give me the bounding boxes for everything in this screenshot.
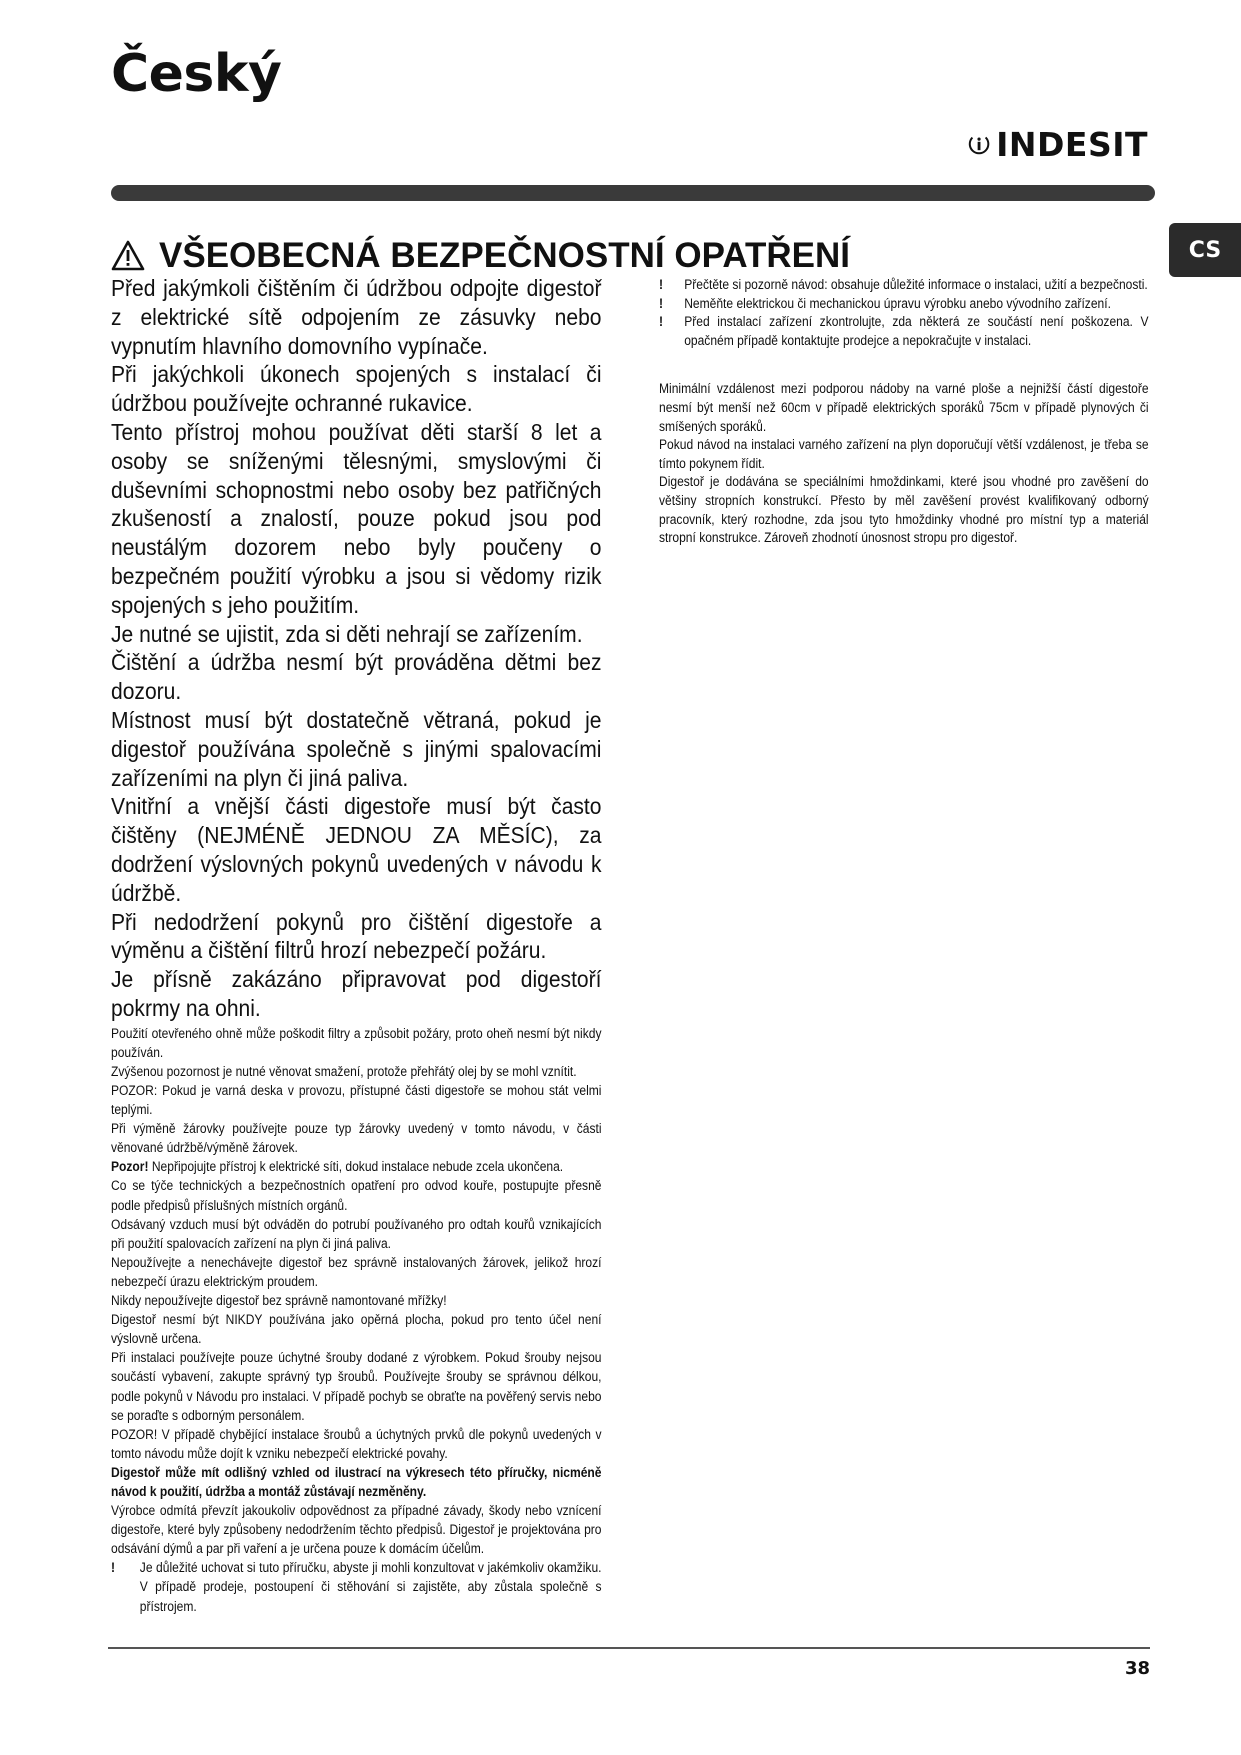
bullet-text: Přečtěte si pozorně návod: obsahuje důležité informace o instalaci, užití a bezpečnosti. xyxy=(684,277,1148,292)
large-text-block xyxy=(111,274,602,1023)
section-heading-text: VŠEOBECNÁ BEZPEČNOSTNÍ OPATŘENÍ xyxy=(159,236,850,275)
exclamation-marker: ! xyxy=(659,295,664,311)
language-tab: CS xyxy=(1169,223,1241,277)
paragraph: Výrobce odmítá převzít jakoukoliv odpovědnost za případné závady, škody nebo vznícení digestoře, které byly způsobeny nedodržením těchto předpisů. Digestoř je projektována pro odsávání dýmů a par při vaření a je určena pouze k domácím účelům. xyxy=(111,1503,602,1557)
paragraph: Místnost musí být dostatečně větraná, pokud je digestoř používána společně s jinými spalovacími zařízeními na plyn či jiná paliva. xyxy=(111,706,602,791)
paragraph: Minimální vzdálenost mezi podporou nádoby na varné ploše a nejnižší částí digestoře nesmí být menší než 60cm v případě elektrických sporáků 75cm v případě plynových či smíšených sporáků. xyxy=(659,381,1149,434)
right-column xyxy=(659,276,1149,548)
section-heading xyxy=(111,238,850,273)
warning-triangle-icon xyxy=(111,240,145,272)
paragraph: Zvýšenou pozornost je nutné věnovat smažení, protože přehřátý olej by se mohl vznítit. xyxy=(111,1063,577,1079)
paragraph: Čištění a údržba nesmí být prováděna dětmi bez dozoru. xyxy=(111,649,602,705)
brand-logo xyxy=(968,118,1148,170)
bullet-text: Neměňte elektrickou či mechanickou úpravu výrobku anebo vývodního zařízení. xyxy=(684,295,1111,311)
spacer xyxy=(659,350,1149,380)
bullet-item xyxy=(659,276,1149,295)
header-divider-bar xyxy=(111,185,1155,201)
exclamation-marker: ! xyxy=(111,1560,116,1576)
paragraph: Při výměně žárovky používejte pouze typ žárovky uvedený v tomto návodu, v části věnované údržbě/výměně žárovek. xyxy=(111,1121,602,1156)
exclamation-marker: ! xyxy=(659,277,664,292)
paragraph: Digestoř nesmí být NIKDY používána jako opěrná plocha, pokud pro tento účel není výslovně určena. xyxy=(111,1312,602,1347)
bullet-item xyxy=(659,313,1149,350)
paragraph: Nepoužívejte a nenechávejte digestoř bez správně instalovaných žárovek, jelikož hrozí nebezpečí úrazu elektrickým proudem. xyxy=(111,1254,602,1289)
paragraph: Při instalaci používejte pouze úchytné šrouby dodané z výrobkem. Pokud šrouby nejsou součástí vybavení, zakupte správný typ šroubů. Používejte šrouby se správnou délkou, podle pokynů v Návodu pro instalaci. V případě pochyb se obraťte na pověřený servis nebo se poraďte s odborným personálem. xyxy=(111,1350,602,1423)
paragraph: Tento přístroj mohou používat děti starší 8 let a osoby se sníženými tělesnými, smyslovými či duševními schopnostmi nebo osoby bez patřičných zkušeností a znalostí, pouze pokud jsou pod neustálým dozorem nebo byly poučeny o bezpečném použití výrobku a jsou si vědomy rizik spojených s jeho použitím. xyxy=(111,418,602,618)
paragraph: Při nedodržení pokynů pro čištění digestoře a výměnu a čištění filtrů hrozí nebezpečí požáru. xyxy=(111,908,602,964)
left-column xyxy=(111,274,602,1616)
paragraph: POZOR! V případě chybějící instalace šroubů a úchytných prvků dle pokynů uvedených v tomto návodu může dojít k vzniku nebezpečí elektrické povahy. xyxy=(111,1426,602,1461)
paragraph-bold: Digestoř může mít odlišný vzhled od ilustrací na výkresech této příručky, nicméně návod k použití, údržba a montáž zůstávají nezměněny. xyxy=(111,1464,602,1499)
indesit-logo-icon xyxy=(968,119,990,169)
paragraph-text: Nepřipojujte přístroj k elektrické síti, dokud instalace nebude zcela ukončena. xyxy=(148,1159,564,1175)
paragraph: Vnitřní a vnější části digestoře musí být často čištěny (NEJMÉNĚ JEDNOU ZA MĚSÍC), za dodržení výslovných pokynů uvedených v návodu k údržbě. xyxy=(111,793,602,906)
paragraph: Nikdy nepoužívejte digestoř bez správně namontované mřížky! xyxy=(111,1293,447,1309)
brand-name: INDESIT xyxy=(996,124,1148,164)
paragraph: POZOR: Pokud je varná deska v provozu, přístupné části digestoře se mohou stát velmi teplými. xyxy=(111,1083,602,1118)
footer-divider xyxy=(108,1647,1150,1649)
exclamation-marker: ! xyxy=(659,314,664,330)
warning-label: Pozor! xyxy=(111,1159,149,1175)
paragraph: Digestoř je dodávána se speciálními hmoždinkami, které jsou vhodné pro zavěšení do většiny stropních konstrukcí. Přesto by měl zavěšení provést kvalifikovaný odborný pracovník, který rozhodne, zda jsou tyto hmoždinky vhodné pro místní typ a materiál stropní konstrukce. Zároveň zhodnotí únosnost stropu pro digestoř. xyxy=(659,474,1149,546)
page-language-title: Český xyxy=(111,44,282,104)
paragraph: Odsávaný vzduch musí být odváděn do potrubí používaného pro odtah kouřů vznikajících při použití spalovacích zařízení na plyn či jiná paliva. xyxy=(111,1216,602,1251)
paragraph: Při jakýchkoli úkonech spojených s instalací či údržbou používejte ochranné rukavice. xyxy=(111,361,602,417)
paragraph: Pokud návod na instalaci varného zařízení na plyn doporučují větší vzdálenost, je třeba se tímto pokynem řídit. xyxy=(659,437,1149,471)
paragraph: Použití otevřeného ohně může poškodit filtry a způsobit požáry, proto oheň nesmí být nikdy používán. xyxy=(111,1025,602,1060)
bullet-item xyxy=(111,1558,602,1615)
bullet-item xyxy=(659,295,1149,314)
page-number: 38 xyxy=(1124,1658,1150,1679)
small-text-block xyxy=(111,1024,602,1616)
paragraph xyxy=(111,1157,602,1176)
paragraph: Co se týče technických a bezpečnostních opatření pro odvod kouře, postupujte přesně podle předpisů příslušných místních orgánů. xyxy=(111,1178,602,1213)
paragraph: Je přísně zakázáno připravovat pod digestoří pokrmy na ohni. xyxy=(111,966,602,1021)
bullet-text: Před instalací zařízení zkontrolujte, zda některá ze součástí není poškozena. V opačném případě kontaktujte prodejce a nepokračujte v instalaci. xyxy=(684,314,1149,348)
paragraph: Je nutné se ujistit, zda si děti nehrají se zařízením. xyxy=(111,620,583,647)
paragraph: Před jakýmkoli čištěním či údržbou odpojte digestoř z elektrické sítě odpojením ze zásuvky nebo vypnutím hlavního domovního vypínače. xyxy=(111,275,602,359)
bullet-text: Je důležité uchovat si tuto příručku, abyste ji mohli konzultovat v jakémkoliv okamžiku. V případě prodeje, postoupení či stěhování si zajistěte, aby zůstala společně s přístrojem. xyxy=(139,1560,602,1614)
